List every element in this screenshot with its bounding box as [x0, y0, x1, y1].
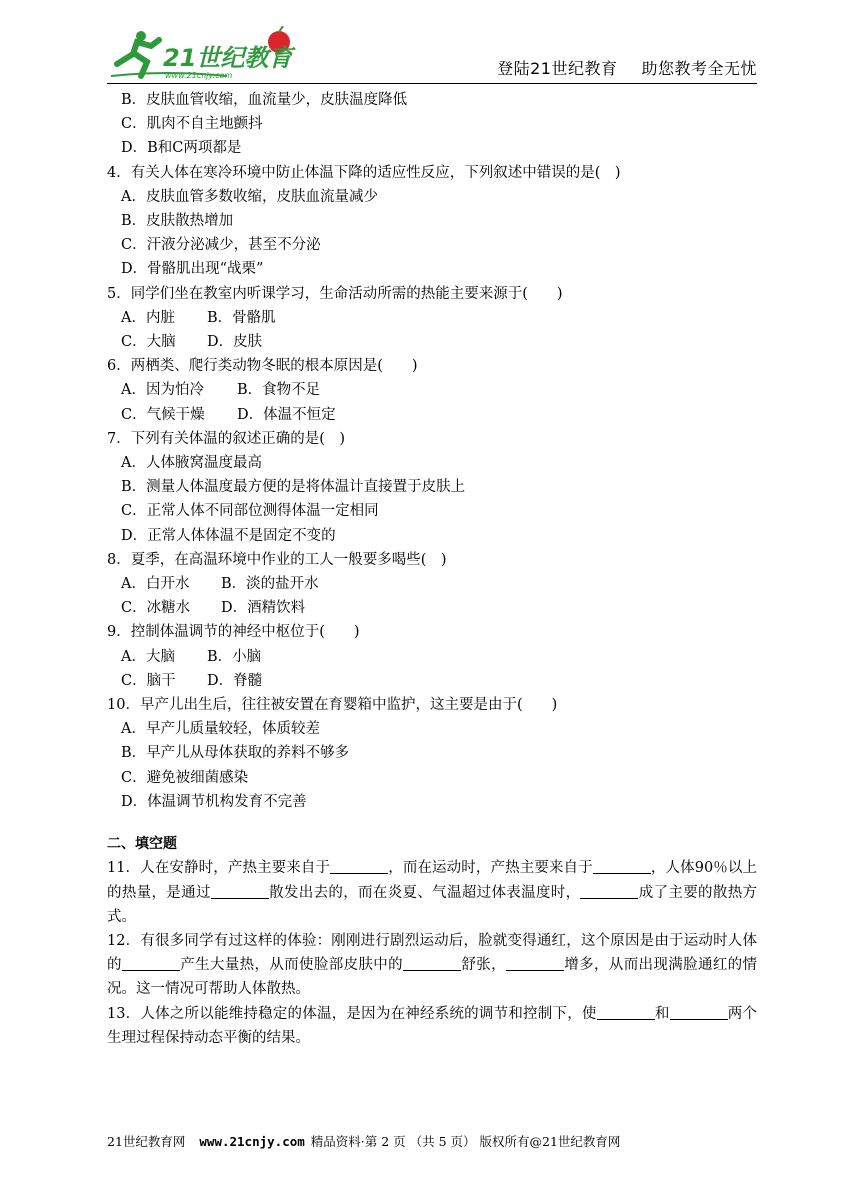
q5-stem: 5．同学们坐在教室内听课学习，生命活动所需的热能主要来源于( ): [107, 285, 563, 302]
q4-option-c: C．汗液分泌减少，甚至不分泌: [121, 237, 321, 254]
page-header: [107, 26, 757, 82]
q13-text-1: 13．人体之所以能维持稳定的体温，是因为在神经系统的调节和控制下，使: [107, 1005, 597, 1022]
answer-blank: [670, 1005, 728, 1020]
q3-option-b: B．皮肤血管收缩，血流量少，皮肤温度降低: [121, 92, 408, 108]
q6-option-d: D．体温不恒定: [237, 406, 336, 423]
q10-stem: 10．早产儿出生后，往往被安置在育婴箱中监护，这主要是由于( ): [107, 697, 558, 714]
document-body: [107, 88, 757, 1050]
q4-stem: 4．有关人体在寒冷环境中防止体温下降的适应性反应，下列叙述中错误的是( ): [107, 164, 621, 181]
q5-option-d: D．皮肤: [207, 334, 263, 351]
header-divider: [107, 83, 757, 84]
q11-text-4: 散发出去的，而在炎夏、气温超过体表温度时，: [268, 884, 581, 901]
q6-option-b: B．食物不足: [237, 382, 321, 399]
q11-text-5: 成了主要的散热方式。: [107, 884, 758, 925]
footer-site-name: 21世纪教育网: [107, 1134, 186, 1149]
answer-blank: [330, 859, 388, 874]
q12-text-2: 产生大量热，从而使脸部皮肤中的: [179, 957, 404, 974]
q3-option-d: D．B和C两项都是: [121, 140, 242, 157]
q5-option-c: C．大脑: [121, 334, 176, 351]
q7-stem: 7．下列有关体温的叙述正确的是( ): [107, 430, 346, 447]
q9-option-d: D．脊髓: [207, 672, 263, 689]
answer-blank: [211, 884, 269, 899]
footer-page-info: 精品资料·第 2 页 （共 5 页） 版权所有@21世纪教育网: [310, 1134, 621, 1149]
q7-option-c: C．正常人体不同部位测得体温一定相同: [121, 503, 379, 520]
answer-blank: [593, 859, 651, 874]
q8-option-b: B．淡的盐开水: [221, 576, 319, 593]
q9-stem: 9．控制体温调节的神经中枢位于( ): [107, 624, 360, 641]
answer-blank: [597, 1005, 655, 1020]
logo-text: 21世纪教育: [163, 44, 293, 72]
q5-option-a: A．内脏: [121, 309, 175, 326]
answer-blank: [506, 956, 564, 971]
answer-blank: [403, 956, 461, 971]
q12-text-3: 舒张，: [461, 957, 506, 974]
q10-option-a: A．早产儿质量较轻，体质较差: [121, 721, 320, 738]
q9-option-b: B．小脑: [207, 648, 262, 665]
q9-option-c: C．脑干: [121, 672, 176, 689]
q7-option-b: B．测量人体温度最方便的是将体温计直接置于皮肤上: [121, 479, 466, 496]
q11: [107, 856, 757, 929]
q12-text-4: 增多，从而出现满脸通红的情况。这一情况可帮助人体散热。: [107, 957, 758, 998]
q11-text-1: 11．人在安静时，产热主要来自于: [107, 860, 331, 877]
q13-text-2: 和: [654, 1005, 670, 1022]
q8-options-cd: [107, 596, 757, 620]
q12-text-1: 12．有很多同学有过这样的体验：刚刚进行剧烈运动后，脸就变得通红，这个原因是由于运动时人体的: [107, 932, 757, 974]
q13: [107, 1002, 757, 1050]
q8-option-c: C．冰糖水: [121, 600, 191, 617]
q10-option-b: B．早产儿从母体获取的养料不够多: [121, 745, 350, 762]
q8-options-ab: [107, 572, 757, 596]
q6-option-c: C．气候干燥: [121, 406, 205, 423]
q10-option-d: D．体温调节机构发育不完善: [121, 793, 307, 810]
q6-options-cd: [107, 403, 757, 427]
q9-options-cd: [107, 669, 757, 693]
q5-options-ab: [107, 306, 757, 330]
site-logo: [107, 26, 307, 82]
q5-options-cd: [107, 330, 757, 354]
answer-blank: [580, 884, 638, 899]
q4-option-d: D．骨骼肌出现“战栗”: [121, 261, 264, 278]
q9-option-a: A．大脑: [121, 648, 175, 665]
q4-option-b: B．皮肤散热增加: [121, 213, 234, 230]
q9-options-ab: [107, 645, 757, 669]
q7-option-a: A．人体腋窝温度最高: [121, 455, 262, 472]
logo-url-text: www.21cnjy.com: [165, 71, 233, 80]
q11-text-3: ，人体90％以上的热量，是通过: [107, 860, 758, 901]
q4-option-a: A．皮肤血管多数收缩，皮肤血流量减少: [121, 188, 378, 205]
q11-text-2: ，而在运动时，产热主要来自于: [388, 860, 593, 877]
q7-option-d: D．正常人体体温不是固定不变的: [121, 527, 336, 544]
q8-option-a: A．白开水: [121, 576, 190, 593]
answer-blank: [122, 956, 180, 971]
q12: [107, 929, 757, 1002]
q3-option-c: C．肌肉不自主地颤抖: [121, 116, 263, 133]
slogan-right: 助您教考全无忧: [641, 59, 757, 78]
q6-option-a: A．因为怕冷: [121, 382, 204, 399]
header-slogan: [497, 56, 757, 79]
page-footer: [107, 1132, 757, 1150]
q13-text-3: 两个生理过程保持动态平衡的结果。: [107, 1005, 757, 1046]
footer-site-url[interactable]: www.21cnjy.com: [199, 1134, 305, 1149]
slogan-left: 登陆21世纪教育: [497, 59, 618, 78]
q8-stem: 8．夏季，在高温环境中作业的工人一般要多喝些( ): [107, 551, 447, 568]
q5-option-b: B．骨骼肌: [207, 309, 276, 326]
section-title-fill-in: 二、填空题: [107, 836, 177, 853]
q6-options-ab: [107, 378, 757, 402]
q8-option-d: D．酒精饮料: [221, 600, 306, 617]
q10-option-c: C．避免被细菌感染: [121, 769, 249, 786]
q6-stem: 6．两栖类、爬行类动物冬眠的根本原因是( ): [107, 358, 418, 375]
